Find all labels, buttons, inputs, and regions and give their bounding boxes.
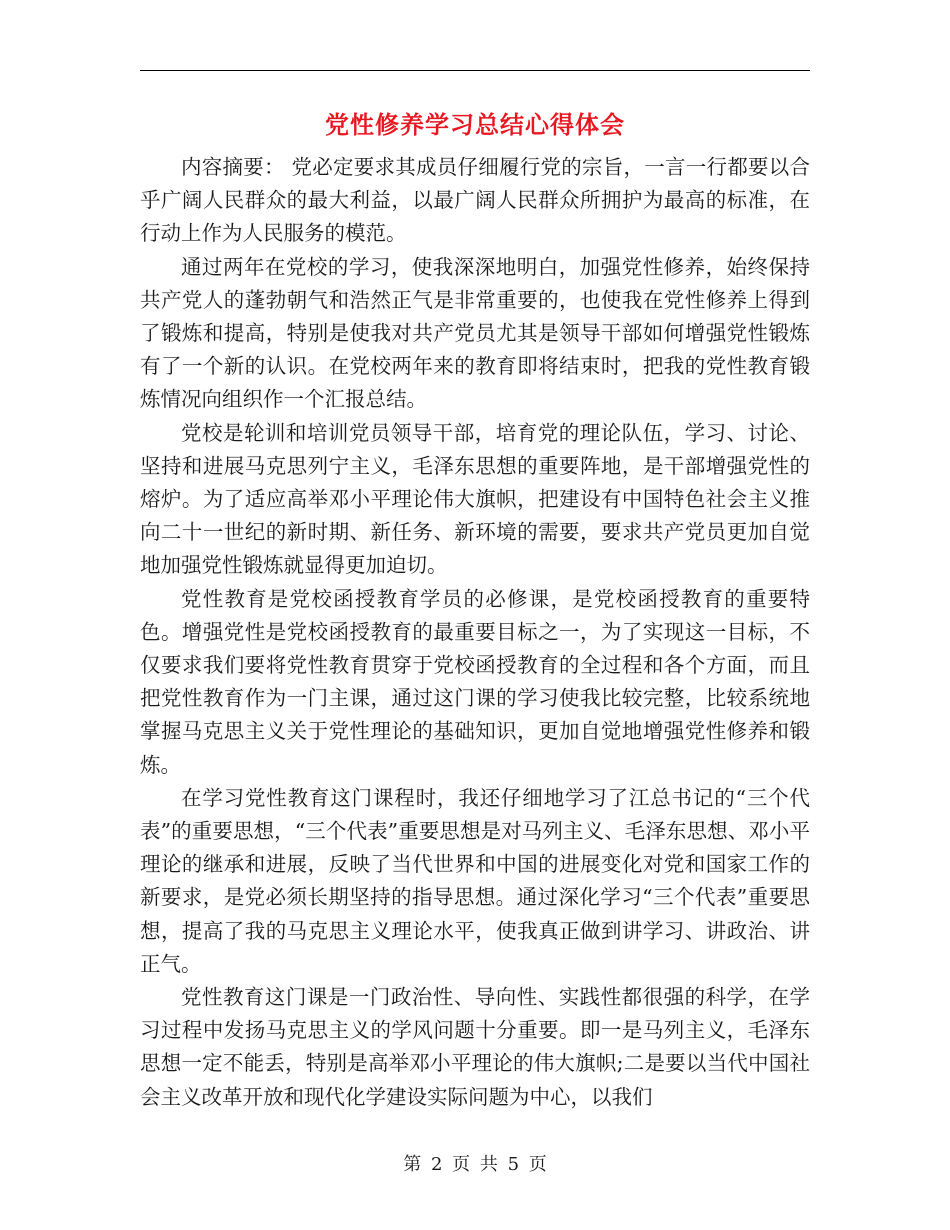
document-body [140,151,810,1114]
paragraph: 党性教育这门课是一门政治性、导向性、实践性都很强的科学，在学习过程中发扬马克思主义的学风问题十分重要。即一是马列主义，毛泽东思想一定不能丢，特别是高举邓小平理论的伟大旗帜;二是要以当代中国社会主义改革开放和现代化学建设实际问题为中心，以我们 [140,985,810,1109]
page-title: 党性修养学习总结心得体会 [325,110,625,139]
paragraph: 党校是轮训和培训党员领导干部，培育党的理论队伍，学习、讨论、坚持和进展马克思列宁主义，毛泽东思想的重要阵地，是干部增强党性的熔炉。为了适应高举邓小平理论伟大旗帜，把建设有中国特色社会主义推向二十一世纪的新时期、新任务、新环境的需要，要求共产党员更加自觉地加强党性锻炼就显得更加迫切。 [140,420,810,578]
paragraph-abstract: 内容摘要： 党必定要求其成员仔细履行党的宗旨，一言一行都要以合乎广阔人民群众的最大利益，以最广阔人民群众所拥护为最高的标准，在行动上作为人民服务的模范。 [140,155,810,246]
header-rule [140,70,810,71]
paragraph: 党性教育是党校函授教育学员的必修课，是党校函授教育的重要特色。增强党性是党校函授教育的最重要目标之一，为了实现这一目标，不仅要求我们要将党性教育贯穿于党校函授教育的全过程和各个方面，而且把党性教育作为一门主课，通过这门课的学习使我比较完整，比较系统地掌握马克思主义关于党性理论的基础知识，更加自觉地增强党性修养和锻炼。 [140,586,810,777]
page-number-footer: 第 2 页 共 5 页 [403,1154,547,1175]
paragraph: 在学习党性教育这门课程时，我还仔细地学习了江总书记的“三个代表”的重要思想，“三个代表”重要思想是对马列主义、毛泽东思想、邓小平理论的继承和进展，反映了当代世界和中国的进展变化对党和国家工作的新要求，是党必须长期坚持的指导思想。通过深化学习“三个代表”重要思想，提高了我的马克思主义理论水平，使我真正做到讲学习、讲政治、讲正气。 [140,785,810,976]
paragraph: 通过两年在党校的学习，使我深深地明白，加强党性修养，始终保持共产党人的蓬勃朝气和浩然正气是非常重要的，也使我在党性修养上得到了锻炼和提高，特别是使我对共产党员尤其是领导干部如何增强党性锻炼有了一个新的认识。在党校两年来的教育即将结束时，把我的党性教育锻炼情况向组织作一个汇报总结。 [140,254,810,412]
